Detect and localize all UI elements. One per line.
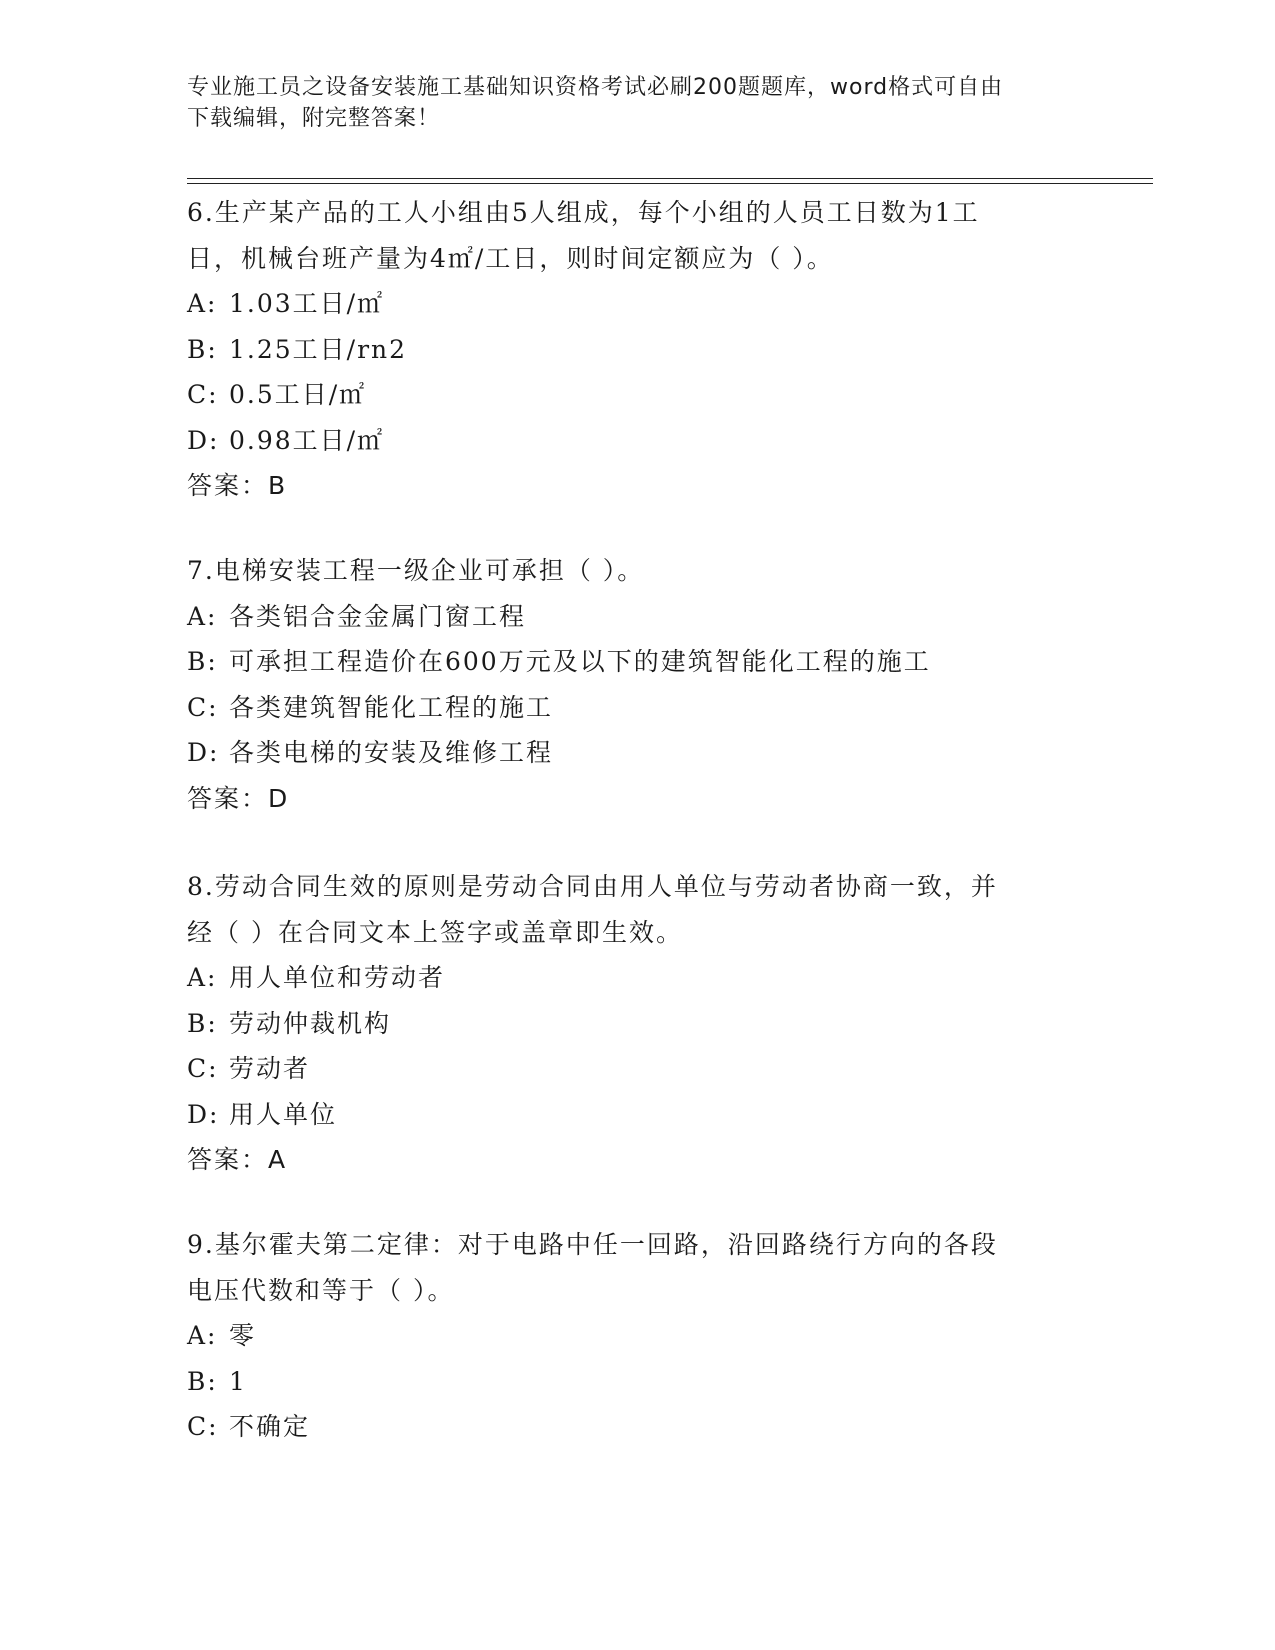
question-text-line: 经（ ）在合同文本上签字或盖章即生效。 — [187, 917, 683, 947]
option-a — [187, 281, 1087, 327]
option-label: A: — [187, 1321, 218, 1350]
option-label: C: — [187, 1054, 219, 1083]
option-c — [187, 1046, 1087, 1092]
option-d — [187, 1092, 1087, 1138]
answer-text: 答案：D — [187, 783, 290, 813]
option-label: B: — [187, 647, 218, 676]
option-text: 各类铝合金金属门窗工程 — [229, 601, 527, 631]
option-text: 劳动仲裁机构 — [229, 1008, 392, 1038]
answer-text: 答案：A — [187, 1145, 288, 1174]
option-d — [187, 730, 1087, 776]
question-8 — [187, 864, 1087, 1183]
option-label: D: — [187, 738, 220, 767]
question-text-line: 8.劳动合同生效的原则是劳动合同由用人单位与劳动者协商一致，并 — [187, 872, 998, 901]
option-text: 零 — [229, 1321, 257, 1350]
option-label: C: — [187, 692, 219, 722]
question-text-line: 9.基尔霍夫第二定律：对于电路中任一回路，沿回路绕行方向的各段 — [187, 1230, 998, 1259]
option-label: B: — [187, 334, 218, 364]
header-line-2: 下载编辑，附完整答案！ — [187, 106, 441, 131]
option-b — [187, 327, 1087, 373]
question-text-line: 日，机械台班产量为4㎡/工日，则时间定额应为（ ）。 — [187, 243, 834, 273]
option-a — [187, 955, 1087, 1001]
option-b — [187, 1359, 1087, 1405]
header-divider-top — [187, 178, 1153, 179]
question-6 — [187, 190, 1087, 509]
option-text: 用人单位和劳动者 — [229, 963, 446, 992]
option-label: A: — [187, 601, 218, 631]
option-text: 不确定 — [229, 1412, 311, 1441]
option-text: 1.25工日/rn2 — [229, 334, 408, 364]
option-label: C: — [187, 380, 219, 409]
option-c — [187, 685, 1087, 731]
option-text: 0.98工日/㎡ — [229, 425, 385, 455]
question-text-line: 6.生产某产品的工人小组由5人组成，每个小组的人员工日数为1工 — [187, 198, 980, 227]
option-d — [187, 418, 1087, 464]
option-label: D: — [187, 425, 220, 455]
option-label: B: — [187, 1008, 218, 1038]
question-7 — [187, 548, 1087, 821]
option-b — [187, 1001, 1087, 1047]
option-text: 各类电梯的安装及维修工程 — [229, 738, 554, 767]
option-text: 各类建筑智能化工程的施工 — [229, 692, 554, 722]
option-text: 0.5工日/㎡ — [229, 380, 367, 409]
option-label: A: — [187, 289, 218, 318]
question-text-line: 7.电梯安装工程一级企业可承担（ ）。 — [187, 556, 645, 585]
option-a — [187, 594, 1087, 640]
option-label: D: — [187, 1099, 220, 1129]
option-text: 劳动者 — [229, 1054, 311, 1083]
option-label: B: — [187, 1366, 218, 1396]
option-label: C: — [187, 1412, 219, 1441]
option-text: 1.03工日/㎡ — [229, 289, 385, 318]
option-text: 用人单位 — [229, 1099, 338, 1129]
header-divider-bottom — [187, 183, 1153, 184]
document-header — [187, 72, 1067, 134]
answer-text: 答案：B — [187, 471, 288, 500]
option-a — [187, 1313, 1087, 1359]
option-c — [187, 1404, 1087, 1450]
option-text: 可承担工程造价在600万元及以下的建筑智能化工程的施工 — [229, 647, 931, 676]
question-9 — [187, 1222, 1087, 1450]
option-c — [187, 372, 1087, 418]
header-line-1: 专业施工员之设备安装施工基础知识资格考试必刷200题题库，word格式可自由 — [187, 75, 1004, 100]
option-text: 1 — [229, 1366, 247, 1396]
question-text-line: 电压代数和等于（ ）。 — [187, 1275, 455, 1305]
option-b — [187, 639, 1087, 685]
option-label: A: — [187, 963, 218, 992]
